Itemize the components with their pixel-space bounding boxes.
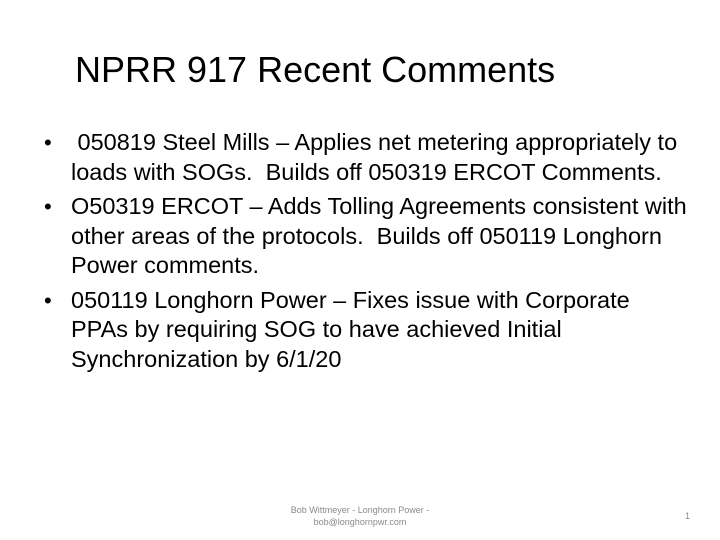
bullet-item <box>40 286 690 375</box>
bullet-icon: • <box>44 194 52 219</box>
bullet-text: O50319 ERCOT – Adds Tolling Agreements consistent with other areas of the protocols. Builds off 050119 Longhorn Power comments. <box>71 193 694 278</box>
bullet-list <box>40 128 694 379</box>
bullet-text: 050819 Steel Mills – Applies net metering appropriately to loads with SOGs. Builds off 050319 ERCOT Comments. <box>71 129 684 185</box>
page-number: 1 <box>684 511 690 521</box>
bullet-icon: • <box>44 287 52 313</box>
footer-email: bob@longhornpwr.com <box>313 517 407 527</box>
bullet-text: 050119 Longhorn Power – Fixes issue with Corporate PPAs by requiring SOG to have achieved Initial Synchronization by 6/1/20 <box>71 286 637 372</box>
bullet-item <box>40 192 694 281</box>
footer-author <box>240 504 480 528</box>
slide-title: NPRR 917 Recent Comments <box>75 49 556 90</box>
footer-author-line: Bob Wittmeyer - Longhorn Power - <box>290 505 430 515</box>
bullet-item <box>40 128 690 187</box>
bullet-icon: • <box>44 130 52 155</box>
